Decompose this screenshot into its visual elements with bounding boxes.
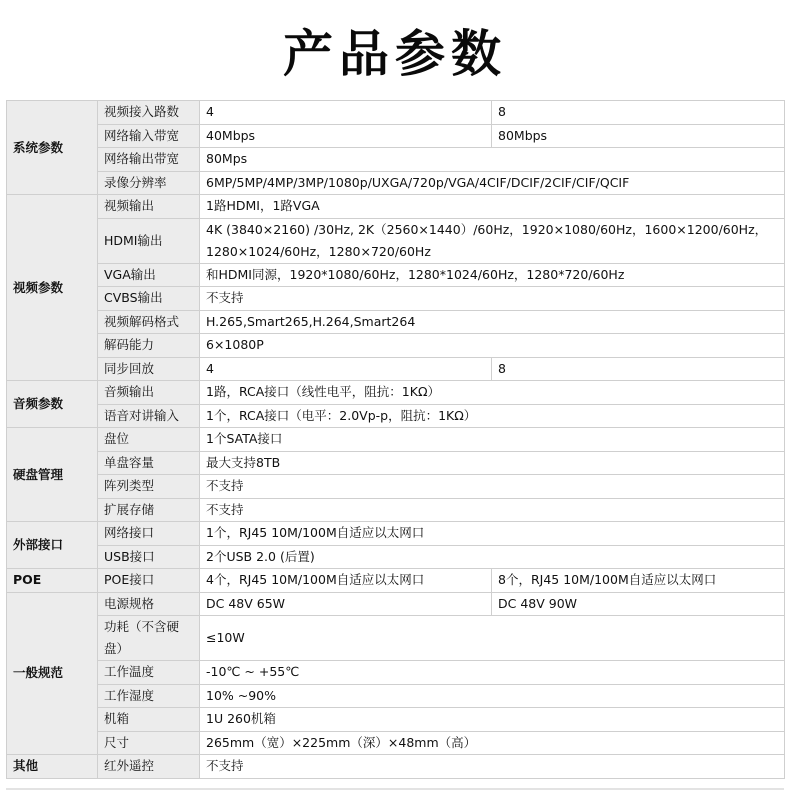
param-name: 网络输入带宽 bbox=[98, 124, 200, 148]
param-value: 1个，RJ45 10M/100M自适应以太网口 bbox=[200, 522, 785, 546]
param-value: 1路HDMI，1路VGA bbox=[200, 195, 785, 219]
param-value: 40Mbps bbox=[200, 124, 492, 148]
param-name: HDMI输出 bbox=[98, 218, 200, 263]
table-row bbox=[7, 148, 785, 172]
param-name: 录像分辨率 bbox=[98, 171, 200, 195]
param-name: VGA输出 bbox=[98, 263, 200, 287]
param-name: 尺寸 bbox=[98, 731, 200, 755]
param-name: POE接口 bbox=[98, 569, 200, 593]
table-row bbox=[7, 661, 785, 685]
category-label: 音频参数 bbox=[7, 381, 98, 428]
param-value: 2个USB 2.0 (后置) bbox=[200, 545, 785, 569]
category-label: 系统参数 bbox=[7, 101, 98, 195]
param-value: 1路，RCA接口（线性电平，阻抗：1KΩ） bbox=[200, 381, 785, 405]
table-bottom-edge bbox=[6, 788, 784, 790]
table-row bbox=[7, 755, 785, 779]
param-value: 1U 260机箱 bbox=[200, 708, 785, 732]
table-row bbox=[7, 195, 785, 219]
param-name: CVBS输出 bbox=[98, 287, 200, 311]
param-value-alt: 80Mbps bbox=[492, 124, 785, 148]
table-row bbox=[7, 310, 785, 334]
param-value: 1个，RCA接口（电平：2.0Vp-p，阻抗：1KΩ） bbox=[200, 404, 785, 428]
param-value: DC 48V 65W bbox=[200, 592, 492, 616]
param-value: 4 bbox=[200, 101, 492, 125]
param-name: 单盘容量 bbox=[98, 451, 200, 475]
param-name: 功耗（不含硬盘） bbox=[98, 616, 200, 661]
table-row bbox=[7, 171, 785, 195]
param-value: 6×1080P bbox=[200, 334, 785, 358]
param-value-alt: 8 bbox=[492, 101, 785, 125]
category-label: 一般规范 bbox=[7, 592, 98, 755]
param-name: 工作湿度 bbox=[98, 684, 200, 708]
table-row bbox=[7, 381, 785, 405]
param-name: 扩展存储 bbox=[98, 498, 200, 522]
param-name: USB接口 bbox=[98, 545, 200, 569]
category-label: 其他 bbox=[7, 755, 98, 779]
table-row bbox=[7, 592, 785, 616]
param-value: 不支持 bbox=[200, 755, 785, 779]
param-value: 6MP/5MP/4MP/3MP/1080p/UXGA/720p/VGA/4CIF/DCIF/2CIF/CIF/QCIF bbox=[200, 171, 785, 195]
category-label: 视频参数 bbox=[7, 195, 98, 381]
table-row bbox=[7, 404, 785, 428]
param-value: 不支持 bbox=[200, 287, 785, 311]
table-row bbox=[7, 287, 785, 311]
param-value: 1个SATA接口 bbox=[200, 428, 785, 452]
table-row bbox=[7, 731, 785, 755]
param-name: 视频输出 bbox=[98, 195, 200, 219]
table-row bbox=[7, 357, 785, 381]
table-row bbox=[7, 498, 785, 522]
param-name: 红外遥控 bbox=[98, 755, 200, 779]
table-row bbox=[7, 101, 785, 125]
param-name: 解码能力 bbox=[98, 334, 200, 358]
param-value: 4K (3840×2160) /30Hz, 2K（2560×1440）/60Hz，1920×1080/60Hz，1600×1200/60Hz，1280×1024/60Hz，1280×720/60Hz bbox=[200, 218, 785, 263]
param-name: 同步回放 bbox=[98, 357, 200, 381]
param-value: 最大支持8TB bbox=[200, 451, 785, 475]
param-name: 视频解码格式 bbox=[98, 310, 200, 334]
param-name: 网络输出带宽 bbox=[98, 148, 200, 172]
param-value: H.265,Smart265,H.264,Smart264 bbox=[200, 310, 785, 334]
param-value-alt: 8 bbox=[492, 357, 785, 381]
param-value: 和HDMI同源，1920*1080/60Hz，1280*1024/60Hz，1280*720/60Hz bbox=[200, 263, 785, 287]
param-value: 80Mps bbox=[200, 148, 785, 172]
table-row bbox=[7, 263, 785, 287]
table-row bbox=[7, 475, 785, 499]
param-name: 语音对讲输入 bbox=[98, 404, 200, 428]
param-name: 电源规格 bbox=[98, 592, 200, 616]
param-value: ≤10W bbox=[200, 616, 785, 661]
table-row bbox=[7, 218, 785, 263]
spec-table bbox=[6, 100, 785, 779]
param-value: 4个，RJ45 10M/100M自适应以太网口 bbox=[200, 569, 492, 593]
param-name: 阵列类型 bbox=[98, 475, 200, 499]
param-value: 10% ~90% bbox=[200, 684, 785, 708]
table-row bbox=[7, 684, 785, 708]
param-name: 工作温度 bbox=[98, 661, 200, 685]
param-name: 音频输出 bbox=[98, 381, 200, 405]
table-row bbox=[7, 451, 785, 475]
page-title: 产品参数 bbox=[283, 25, 507, 83]
table-row bbox=[7, 124, 785, 148]
param-name: 盘位 bbox=[98, 428, 200, 452]
param-value: 265mm（宽）×225mm（深）×48mm（高） bbox=[200, 731, 785, 755]
param-value-alt: DC 48V 90W bbox=[492, 592, 785, 616]
param-value: 不支持 bbox=[200, 475, 785, 499]
param-value: 4 bbox=[200, 357, 492, 381]
param-value-alt: 8个，RJ45 10M/100M自适应以太网口 bbox=[492, 569, 785, 593]
table-row bbox=[7, 522, 785, 546]
param-value: -10℃ ~ +55℃ bbox=[200, 661, 785, 685]
param-name: 网络接口 bbox=[98, 522, 200, 546]
table-row bbox=[7, 428, 785, 452]
category-label: 硬盘管理 bbox=[7, 428, 98, 522]
param-value: 不支持 bbox=[200, 498, 785, 522]
param-name: 视频接入路数 bbox=[98, 101, 200, 125]
table-row bbox=[7, 545, 785, 569]
category-label: POE bbox=[7, 569, 98, 593]
category-label: 外部接口 bbox=[7, 522, 98, 569]
table-row bbox=[7, 708, 785, 732]
table-row bbox=[7, 334, 785, 358]
table-row bbox=[7, 616, 785, 661]
table-row bbox=[7, 569, 785, 593]
param-name: 机箱 bbox=[98, 708, 200, 732]
